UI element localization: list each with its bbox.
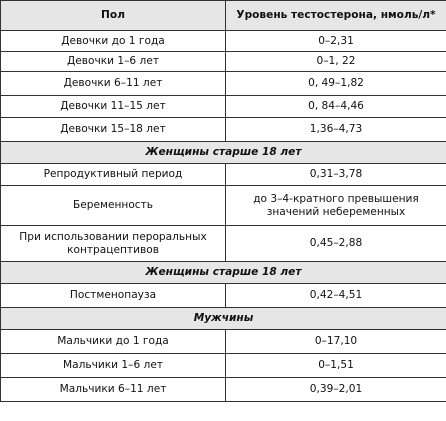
table-row [1, 31, 446, 52]
row-label: Девочки 15–18 лет [1, 118, 226, 142]
column-header-testosterone-level: Уровень тестостерона, нмоль/л* [226, 1, 446, 31]
section-men: Мужчины [1, 308, 446, 330]
row-label: Репродуктивный период [1, 164, 226, 186]
table-row [1, 52, 446, 72]
table-row [1, 118, 446, 142]
table-row [1, 186, 446, 226]
row-label: Постменопауза [1, 284, 226, 308]
row-value: 0,42–4,51 [226, 284, 446, 308]
row-label: Мальчики 6–11 лет [1, 378, 226, 402]
table-row [1, 164, 446, 186]
row-value: 0,45–2,88 [226, 226, 446, 262]
row-label: Мальчики до 1 года [1, 330, 226, 354]
row-value: 0, 84–4,46 [226, 96, 446, 118]
table-row [1, 96, 446, 118]
table-row [1, 378, 446, 402]
section-header-row [1, 142, 446, 164]
section-header-row [1, 262, 446, 284]
row-value: 0,31–3,78 [226, 164, 446, 186]
row-value: 0–2,31 [226, 31, 446, 52]
table-row [1, 330, 446, 354]
row-value: 0–17,10 [226, 330, 446, 354]
table-row [1, 226, 446, 262]
column-header-sex: Пол [1, 1, 226, 31]
row-value: 0, 49–1,82 [226, 72, 446, 96]
section-header-row [1, 308, 446, 330]
row-label: Девочки до 1 года [1, 31, 226, 52]
row-value: 0–1, 22 [226, 52, 446, 72]
row-value: 0,39–2,01 [226, 378, 446, 402]
table-row [1, 72, 446, 96]
table-row [1, 354, 446, 378]
section-women-over-18: Женщины старше 18 лет [1, 142, 446, 164]
section-women-over-18-second: Женщины старше 18 лет [1, 262, 446, 284]
row-value: 0–1,51 [226, 354, 446, 378]
row-label: Девочки 1–6 лет [1, 52, 226, 72]
row-label: Девочки 6–11 лет [1, 72, 226, 96]
row-label: Мальчики 1–6 лет [1, 354, 226, 378]
table-header-row [1, 1, 446, 31]
row-label: При использовании пероральных контрацептивов [1, 226, 226, 262]
row-value: до 3–4-кратного превышения значений небеременных [226, 186, 446, 226]
row-label: Беременность [1, 186, 226, 226]
row-label: Девочки 11–15 лет [1, 96, 226, 118]
row-value: 1,36–4,73 [226, 118, 446, 142]
table-row [1, 284, 446, 308]
